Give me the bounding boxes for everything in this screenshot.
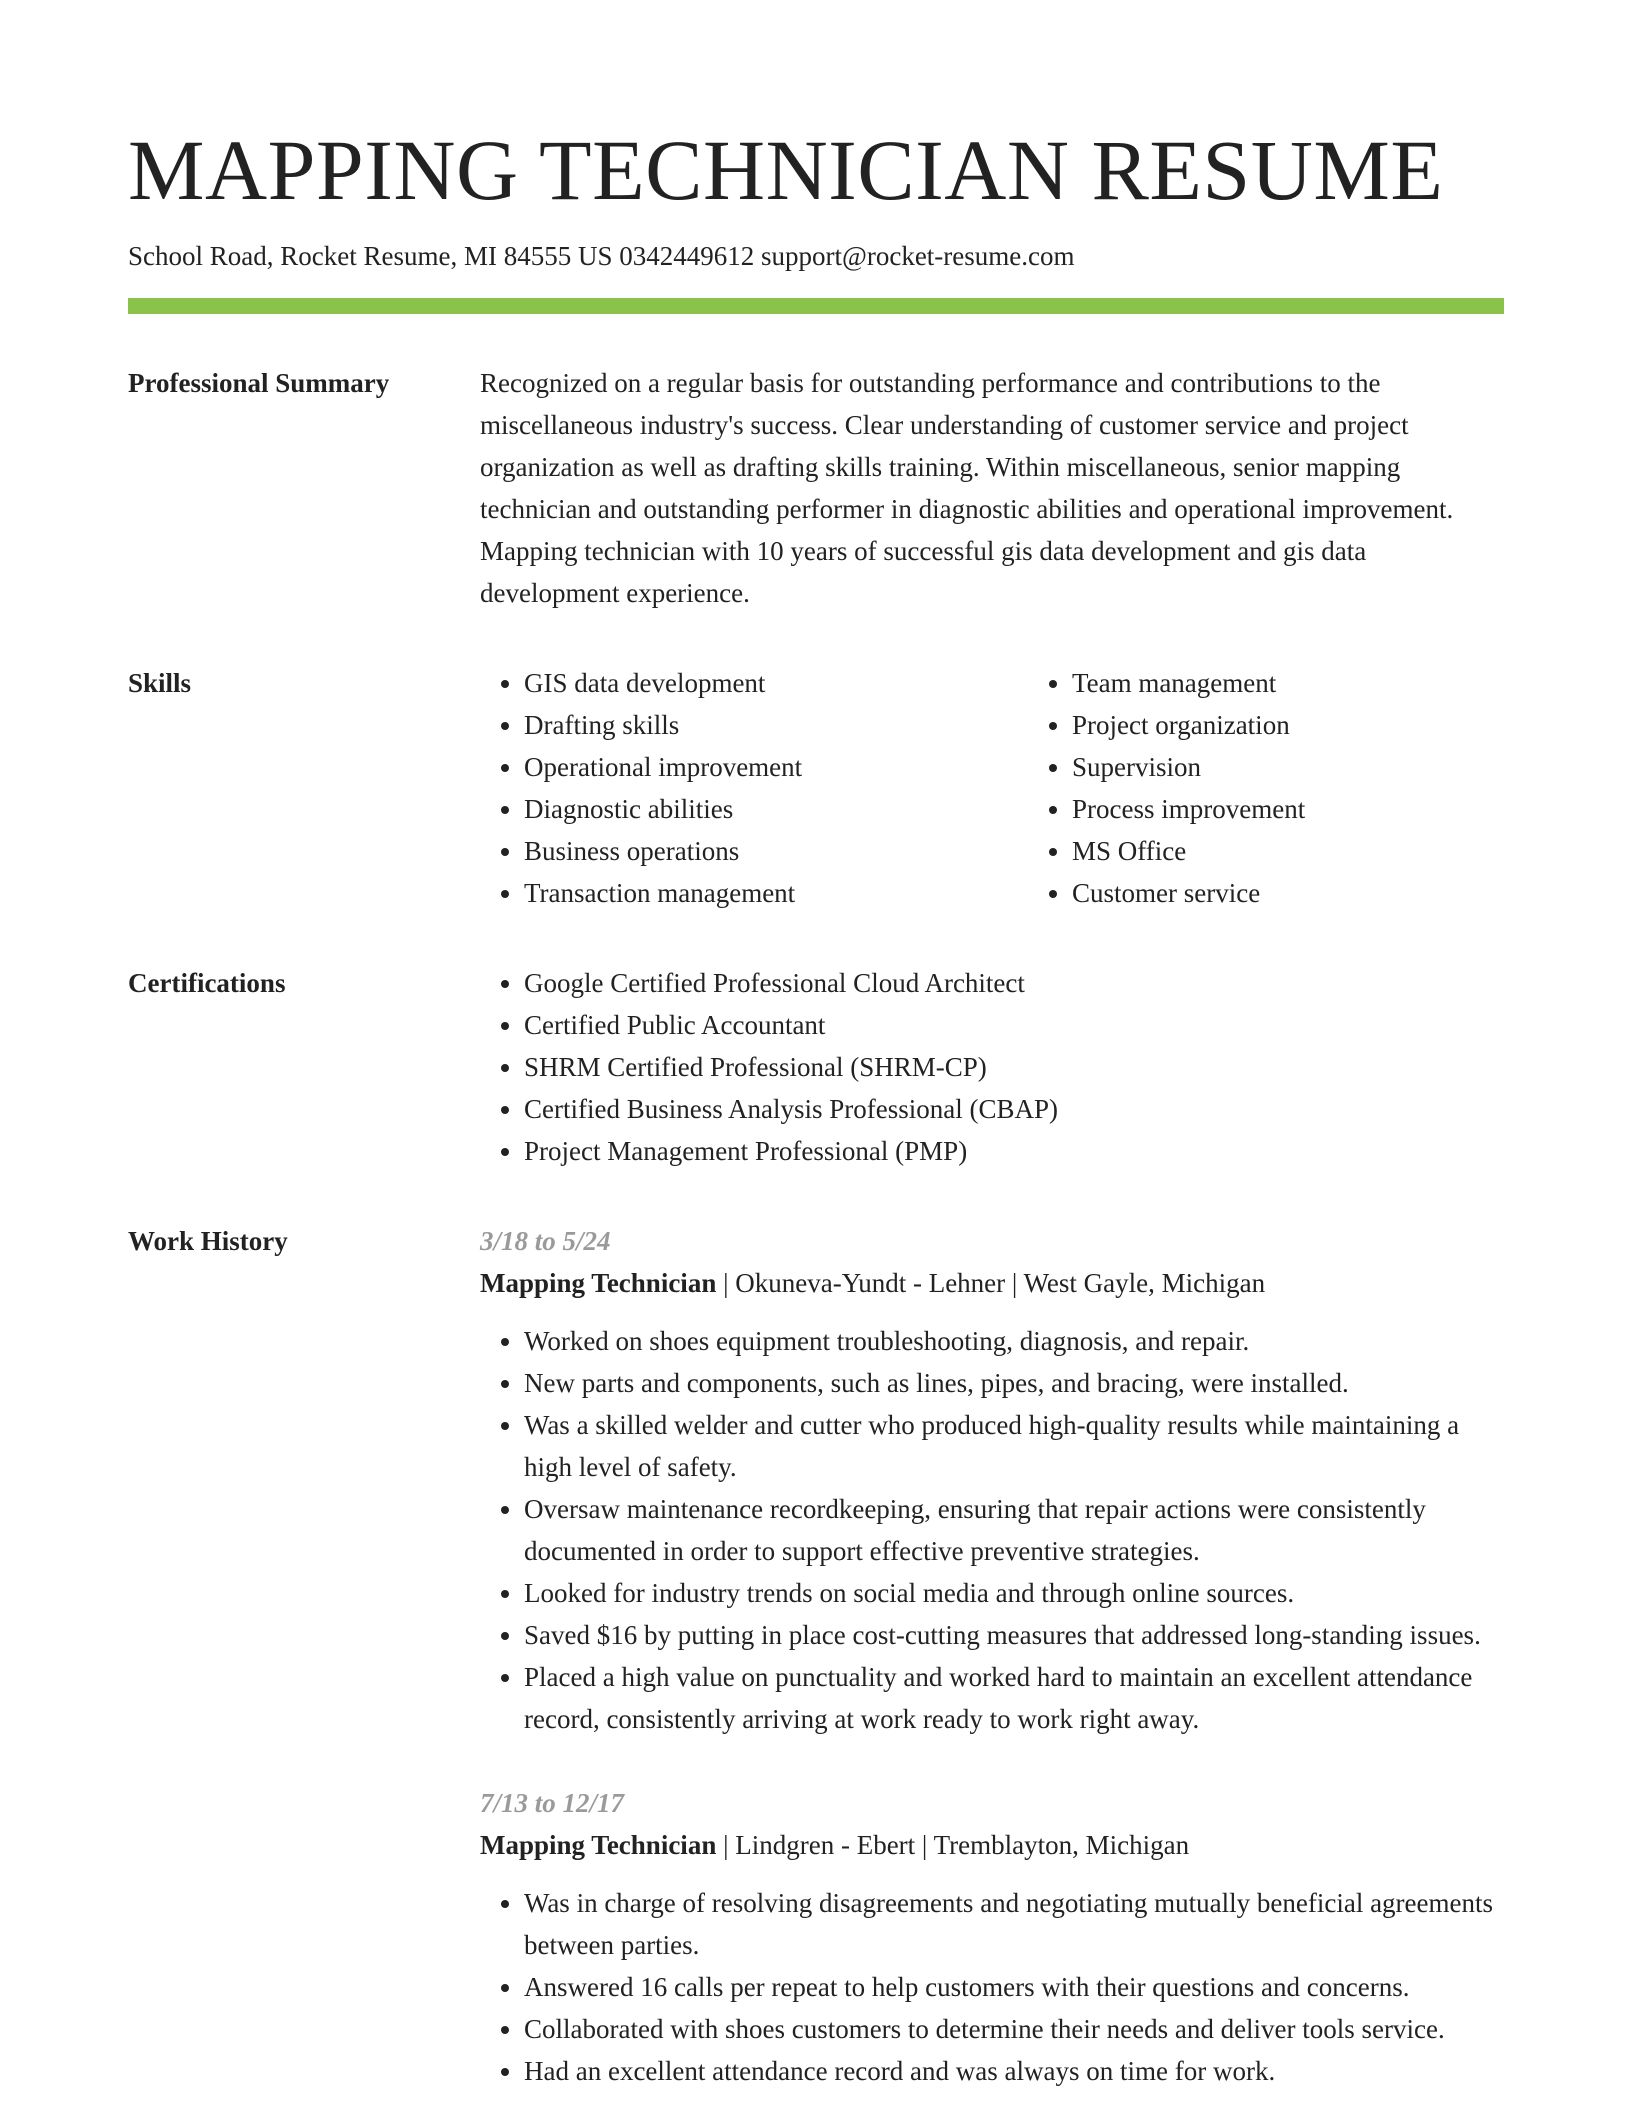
job-duty: • New parts and components, such as lines, pipes, and bracing, were installed.: [524, 1362, 1504, 1404]
job-entry: [480, 1220, 1504, 1740]
section-professional-summary: [128, 362, 1504, 614]
job-duty: • Saved $16 by putting in place cost-cutting measures that addressed long-standing issues.: [524, 1614, 1504, 1656]
certification-item: • Google Certified Professional Cloud Architect: [524, 962, 1504, 1004]
section-label-certifications: Certifications: [128, 968, 286, 998]
section-work-history: [128, 1220, 1504, 2092]
section-label-summary: Professional Summary: [128, 368, 390, 398]
summary-text: Recognized on a regular basis for outstanding performance and contributions to the miscellaneous industry's success. Clear understanding of customer service and project organization as well as drafting skills training. Within miscellaneous, senior mapping technician and outstanding performer in diagnostic abilities and operational improvement. Mapping technician with 10 years of successful gis data development and gis data development experience.: [480, 368, 1454, 608]
accent-divider: [128, 298, 1504, 314]
skill-item: • Operational improvement: [524, 746, 1028, 788]
job-dates: 7/13 to 12/17: [480, 1788, 625, 1818]
section-skills: [128, 662, 1504, 914]
skills-list-left: [480, 662, 1028, 914]
skill-item: • Team management: [1072, 662, 1576, 704]
job-dates: 3/18 to 5/24: [480, 1226, 611, 1256]
job-employer-location: | Okuneva-Yundt - Lehner | West Gayle, Michigan: [716, 1268, 1266, 1298]
job-duty: • Placed a high value on punctuality and worked hard to maintain an excellent attendance record, consistently arriving at work ready to work right away.: [524, 1656, 1504, 1740]
job-duties-list: [480, 1320, 1504, 1740]
job-heading: [480, 1262, 1504, 1304]
certification-item: • Certified Business Analysis Professional (CBAP): [524, 1088, 1504, 1130]
contact-line: [128, 238, 1504, 274]
section-certifications: [128, 962, 1504, 1172]
job-duty: • Answered 16 calls per repeat to help customers with their questions and concerns.: [524, 1966, 1504, 2008]
job-duties-list: [480, 1882, 1504, 2092]
section-label-work-history: Work History: [128, 1226, 288, 1256]
skill-item: • Process improvement: [1072, 788, 1576, 830]
job-title: Mapping Technician: [480, 1268, 717, 1298]
contact-address: School Road, Rocket Resume, MI 84555 US: [128, 241, 613, 271]
job-heading: [480, 1824, 1504, 1866]
skill-item: • Project organization: [1072, 704, 1576, 746]
resume-title: MAPPING TECHNICIAN RESUME: [128, 122, 1444, 218]
skills-list-right: [1028, 662, 1576, 914]
skill-item: • Diagnostic abilities: [524, 788, 1028, 830]
section-label-skills: Skills: [128, 668, 192, 698]
job-duty: • Oversaw maintenance recordkeeping, ensuring that repair actions were consistently documented in order to support effective preventive strategies.: [524, 1488, 1504, 1572]
skill-item: • MS Office: [1072, 830, 1576, 872]
skill-item: • Supervision: [1072, 746, 1576, 788]
certifications-list: [480, 962, 1504, 1172]
skill-item: • Customer service: [1072, 872, 1576, 914]
job-entry: [480, 1782, 1504, 2092]
job-title: Mapping Technician: [480, 1830, 717, 1860]
job-duty: • Collaborated with shoes customers to determine their needs and deliver tools service.: [524, 2008, 1504, 2050]
job-duty: • Was in charge of resolving disagreements and negotiating mutually beneficial agreements between parties.: [524, 1882, 1504, 1966]
job-duty: • Had an excellent attendance record and was always on time for work.: [524, 2050, 1504, 2092]
skill-item: • Drafting skills: [524, 704, 1028, 746]
skill-item: • GIS data development: [524, 662, 1028, 704]
certification-item: • SHRM Certified Professional (SHRM-CP): [524, 1046, 1504, 1088]
job-employer-location: | Lindgren - Ebert | Tremblayton, Michigan: [716, 1830, 1190, 1860]
job-duty: • Looked for industry trends on social media and through online sources.: [524, 1572, 1504, 1614]
contact-phone: 0342449612: [619, 241, 755, 271]
certification-item: • Certified Public Accountant: [524, 1004, 1504, 1046]
job-duty: • Was a skilled welder and cutter who produced high-quality results while maintaining a high level of safety.: [524, 1404, 1504, 1488]
job-duty: • Worked on shoes equipment troubleshooting, diagnosis, and repair.: [524, 1320, 1504, 1362]
resume-page: [128, 118, 1504, 2092]
contact-email[interactable]: support@rocket-resume.com: [760, 241, 1075, 271]
skill-item: • Business operations: [524, 830, 1028, 872]
skill-item: • Transaction management: [524, 872, 1028, 914]
certification-item: • Project Management Professional (PMP): [524, 1130, 1504, 1172]
